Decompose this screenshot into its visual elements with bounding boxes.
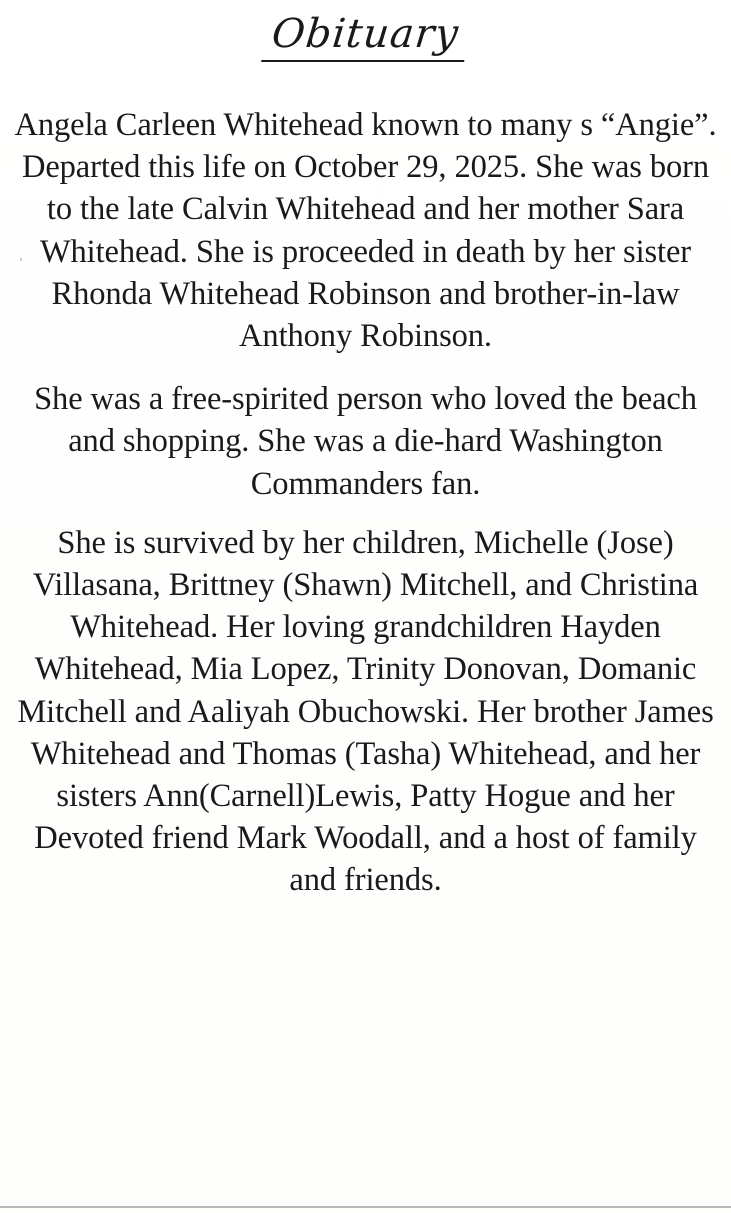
paragraph-life-summary: Angela Carleen Whitehead known to many s “Angie”. Departed this life on October 29, 2025. She was born to the late Calvin Whitehead and her mother Sara Whitehead. She is proceeded in death by her sister Rhonda Whitehead Robinson and brother-in-law Anthony Robinson. xyxy=(14,107,717,355)
paragraph-survivors: She is survived by her children, Michelle (Jose) Villasana, Brittney (Shawn) Mitchell, and Christina Whitehead. Her loving grandchildren Hayden Whitehead, Mia Lopez, Trinity Donovan, Domanic Mitchell and Aaliyah Obuchowski. Her brother James Whitehead and Thomas (Tasha) Whitehead, and her sisters Ann(Carnell)Lewis, Patty Hogue and her Devoted friend Mark Woodall, and a host of family and friends. xyxy=(17,524,714,899)
obituary-body xyxy=(10,104,721,902)
bottom-divider xyxy=(0,1206,731,1208)
obituary-heading: Obituary xyxy=(261,8,469,62)
paragraph-interests: She was a free-spirited person who loved the beach and shopping. She was a die-hard Washington Commanders fan. xyxy=(34,381,697,502)
heading-container xyxy=(0,8,731,62)
